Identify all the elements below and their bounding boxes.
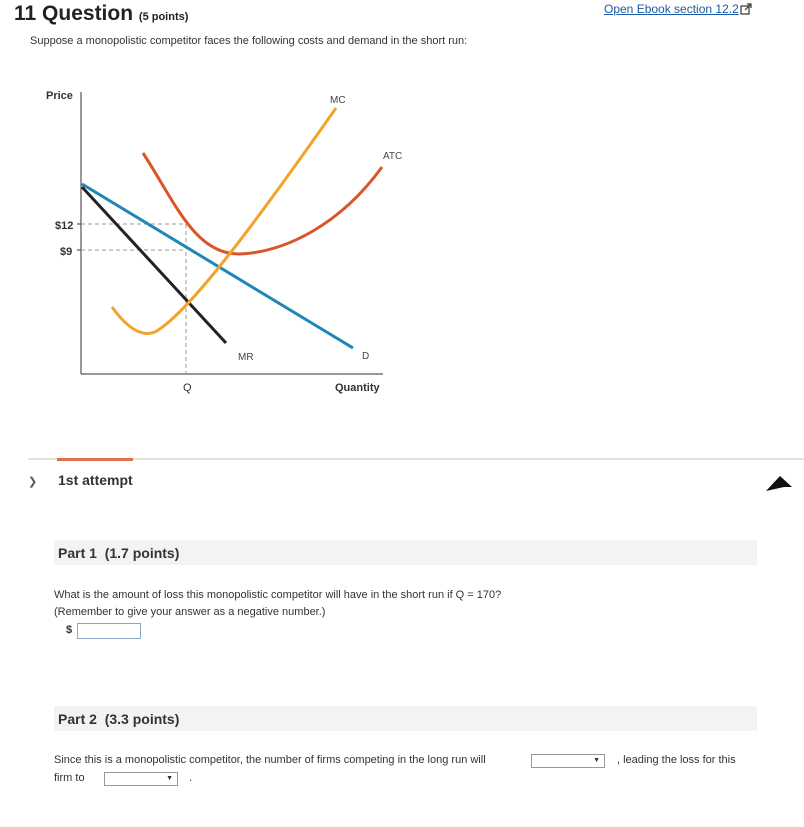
quantity-tick-label: Q bbox=[183, 382, 192, 394]
question-number: 11 bbox=[14, 2, 37, 25]
part1-points: (1.7 points) bbox=[104, 545, 180, 561]
part2-points: (3.3 points) bbox=[104, 711, 180, 727]
attempt-tab-underline bbox=[57, 458, 133, 461]
y-axis-label: Price bbox=[46, 90, 73, 102]
part1-label: Part 1 bbox=[58, 545, 97, 561]
question-word: Question bbox=[42, 2, 134, 25]
dropdown-arrow-icon: ▼ bbox=[166, 775, 173, 782]
price-label-9: $9 bbox=[60, 246, 73, 258]
question-points: (5 points) bbox=[138, 11, 189, 23]
loss-direction-dropdown[interactable] bbox=[104, 772, 178, 786]
cursor-pointer-icon bbox=[764, 473, 794, 495]
part2-period: . bbox=[189, 772, 193, 784]
dropdown-arrow-icon: ▼ bbox=[593, 757, 600, 764]
part2-text-line1: Since this is a monopolistic competitor, the number of firms competing in the long run will bbox=[54, 754, 486, 766]
price-label-12: $12 bbox=[55, 220, 74, 232]
firms-direction-dropdown[interactable] bbox=[531, 754, 605, 768]
attempt-separator bbox=[28, 458, 804, 460]
part2-label: Part 2 bbox=[58, 711, 97, 727]
question-prompt: Suppose a monopolistic competitor faces the following costs and demand in the short run: bbox=[30, 35, 468, 47]
part1-question-line1: What is the amount of loss this monopolistic competitor will have in the short run if Q = 170? bbox=[54, 589, 502, 601]
mr-curve bbox=[82, 187, 226, 343]
atc-curve bbox=[143, 153, 382, 254]
part2-title bbox=[58, 711, 179, 727]
part1-title bbox=[58, 545, 179, 561]
part1-question-line2: (Remember to give your answer as a negative number.) bbox=[54, 606, 326, 618]
open-ebook-link[interactable]: Open Ebook section 12.2 bbox=[604, 2, 739, 16]
currency-symbol: $ bbox=[66, 624, 73, 636]
chevron-down-icon[interactable]: ❯ bbox=[28, 476, 38, 488]
part2-text-line2: firm to bbox=[54, 772, 85, 784]
attempt-label[interactable]: 1st attempt bbox=[58, 472, 133, 488]
loss-amount-input[interactable] bbox=[77, 623, 141, 639]
part2-text-line1-end: , leading the loss for this bbox=[617, 754, 736, 766]
x-axis-label: Quantity bbox=[335, 382, 380, 394]
demand-label: D bbox=[362, 351, 370, 362]
atc-label: ATC bbox=[383, 151, 403, 162]
demand-curve bbox=[82, 184, 353, 348]
mr-label: MR bbox=[238, 352, 254, 363]
mc-label: MC bbox=[330, 95, 346, 106]
